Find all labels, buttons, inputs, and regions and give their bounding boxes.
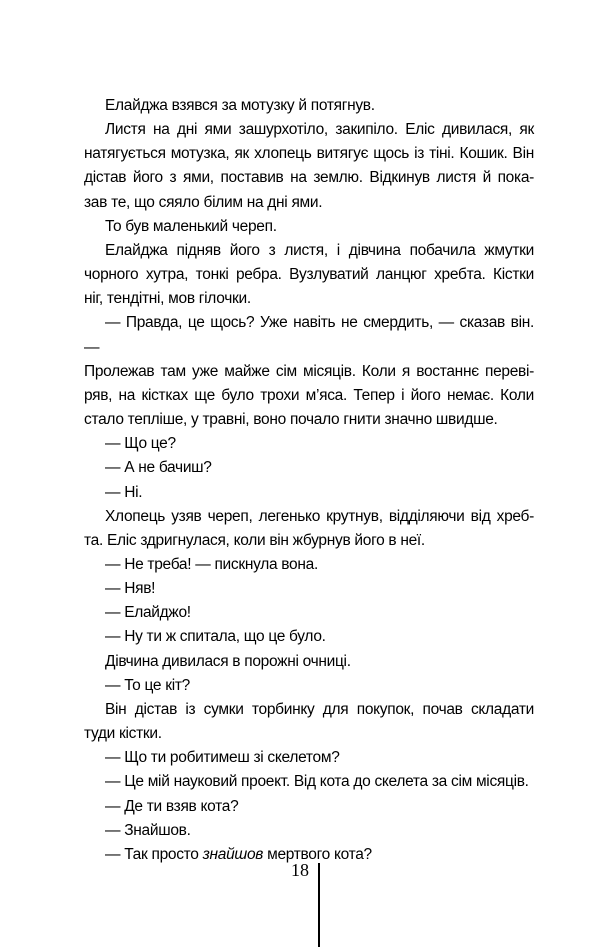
text-line	[84, 263, 534, 287]
text-segment: — Де ти взяв кота?	[105, 797, 239, 815]
text-segment: То був маленький череп.	[105, 217, 277, 235]
text-segment: — Так просто	[105, 845, 203, 863]
text-segment: натягується мотузка, як хлопець витягує щось із тіні. Кошик. Він	[84, 145, 534, 163]
paragraph	[84, 118, 534, 215]
text-line	[84, 384, 534, 408]
text-segment: — Правда, це щось? Уже навіть не смердить, — сказав він. —	[84, 314, 534, 356]
text-line	[84, 625, 534, 649]
text-line	[84, 311, 534, 359]
text-segment: — А не бачиш?	[105, 459, 212, 477]
text-segment: — Не треба! — пискнула вона.	[105, 555, 318, 573]
text-segment: мертвого кота?	[263, 845, 372, 863]
paragraph	[84, 698, 534, 746]
paragraph	[84, 94, 534, 118]
text-segment: ряв, на кістках ще було трохи м’яса. Тепер і його немає. Коли	[84, 386, 534, 404]
text-line	[84, 746, 534, 770]
text-line	[84, 819, 534, 843]
paragraph	[84, 215, 534, 239]
text-segment: дістав його з ями, поставив на землю. Відкинув листя й пока-	[84, 169, 534, 187]
text-segment: та. Еліс здригнулася, коли він жбурнув його в неї.	[84, 531, 425, 549]
paragraph	[84, 819, 534, 843]
text-segment: Елайджа взявся за мотузку й потягнув.	[105, 97, 375, 114]
text-line	[84, 191, 534, 215]
paragraph	[84, 577, 534, 601]
text-line	[84, 601, 534, 625]
text-segment: Він дістав із сумки торбинку для покупок, почав складати	[105, 700, 534, 718]
paragraph	[84, 553, 534, 577]
text-segment: знайшов	[202, 845, 264, 863]
text-segment: — Елайджо!	[105, 604, 191, 622]
paragraph	[84, 239, 534, 311]
text-segment: Пролежав там уже майже сім місяців. Коли я востаннє переві-	[84, 362, 534, 380]
text-segment: чорного хутра, тонкі ребра. Вузлуватий ланцюг хребта. Кістки	[84, 266, 534, 284]
text-line	[84, 698, 534, 722]
text-line	[84, 529, 534, 553]
paragraph	[84, 650, 534, 674]
text-segment: — Ну ти ж спитала, що це було.	[105, 628, 326, 646]
text-segment: — Що ти робитимеш зі скелетом?	[105, 749, 340, 767]
text-line	[84, 650, 534, 674]
text-line	[84, 795, 534, 819]
text-segment: — Ні.	[105, 483, 143, 501]
text-line	[84, 94, 534, 118]
paragraph	[84, 770, 534, 794]
text-line	[84, 215, 534, 239]
text-segment: ніг, тендітні, мов гілочки.	[84, 290, 251, 308]
paragraph	[84, 625, 534, 649]
page-number: 18	[291, 860, 309, 880]
text-segment: Дівчина дивилася в порожні очниці.	[105, 652, 351, 670]
text-line	[84, 118, 534, 142]
text-line	[84, 287, 534, 311]
text-segment: — Няв!	[105, 580, 156, 598]
paragraph	[84, 311, 534, 432]
paragraph	[84, 481, 534, 505]
text-segment: — Що це?	[105, 435, 176, 453]
text-line	[84, 239, 534, 263]
text-line	[84, 456, 534, 480]
text-segment: Елайджа підняв його з листя, і дівчина побачила жмутки	[105, 241, 534, 259]
page-fold-line	[318, 863, 320, 947]
paragraph	[84, 601, 534, 625]
text-segment: зав те, що сяяло білим на дні ями.	[84, 193, 323, 211]
text-line	[84, 770, 534, 794]
text-segment: — Це мій науковий проект. Від кота до скелета за сім місяців.	[105, 773, 529, 791]
text-line	[84, 553, 534, 577]
text-segment: — То це кіт?	[105, 676, 190, 694]
paragraph	[84, 432, 534, 456]
text-line	[84, 142, 534, 166]
text-segment: Хлопець узяв череп, легенько крутнув, відділяючи від хреб-	[105, 507, 534, 525]
paragraph	[84, 505, 534, 553]
text-segment: туди кістки.	[84, 725, 162, 743]
paragraph	[84, 456, 534, 480]
text-line	[84, 577, 534, 601]
text-line	[84, 505, 534, 529]
text-segment: — Знайшов.	[105, 821, 191, 839]
text-segment: стало тепліше, у травні, воно почало гнити значно швидше.	[84, 411, 498, 429]
text-segment: Листя на дні ями зашурхотіло, закипіло. Еліс дивилася, як	[105, 121, 534, 139]
text-line	[84, 674, 534, 698]
body-text	[84, 94, 534, 867]
paragraph	[84, 746, 534, 770]
text-line	[84, 722, 534, 746]
text-line	[84, 481, 534, 505]
text-line	[84, 360, 534, 384]
paragraph	[84, 674, 534, 698]
text-line	[84, 408, 534, 432]
text-line	[84, 432, 534, 456]
text-line	[84, 166, 534, 190]
paragraph	[84, 795, 534, 819]
